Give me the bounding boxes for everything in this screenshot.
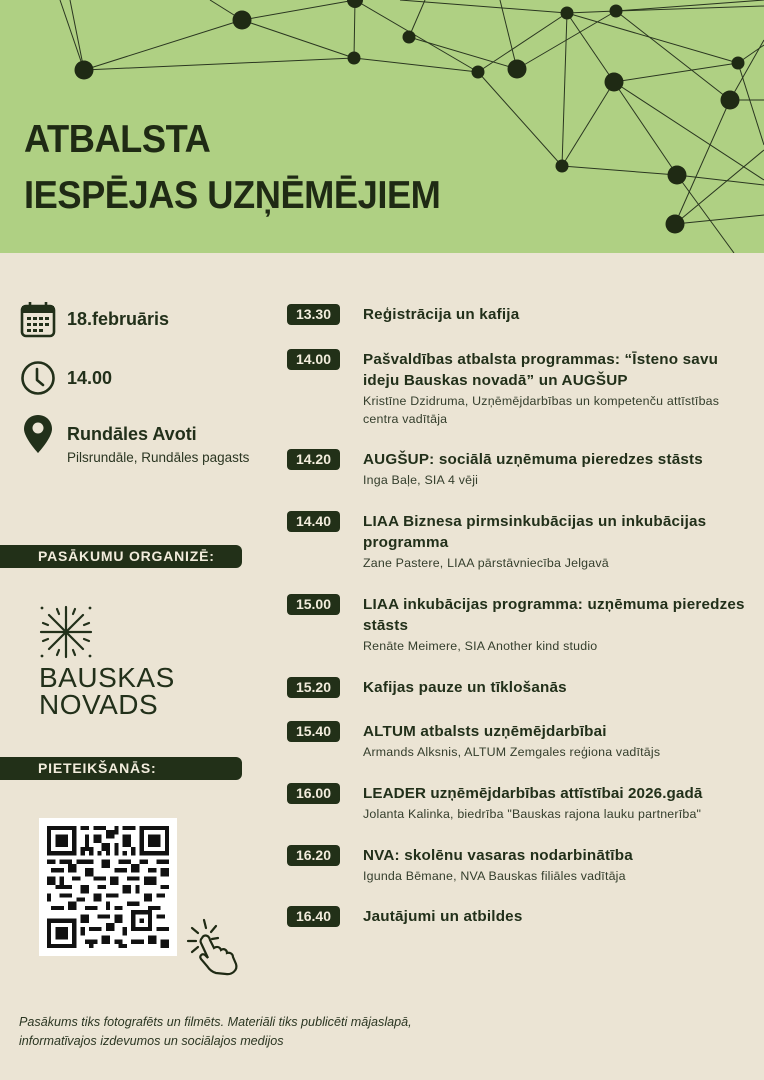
logo-line-1: BAUSKAS <box>39 662 175 693</box>
event-location-address: Pilsrundāle, Rundāles pagasts <box>67 450 250 465</box>
speaker-text: Armands Alksnis, ALTUM Zemgales reģiona vadītājs <box>363 745 661 759</box>
bauskas-novads-logo-icon <box>38 604 94 665</box>
logo-line-2: NOVADS <box>39 689 159 720</box>
event-date-text: 18.februāris <box>67 308 170 329</box>
schedule-item-title <box>363 349 758 428</box>
event-location-name: Rundāles Avoti <box>67 423 197 444</box>
time-badge: 16.20 <box>287 845 340 866</box>
speaker-text: Kristīne Dzidruma, Uzņēmējdarbības un kompetenču attīstības centra vadītāja <box>363 394 720 426</box>
event-location <box>18 414 197 454</box>
item-title-text: Reģistrācija un kafija <box>363 306 520 323</box>
time-badge: 15.40 <box>287 721 340 742</box>
organizer-label: PASĀKUMU ORGANIZĒ: <box>0 545 242 568</box>
item-title-text: AUGŠUP: sociālā uzņēmuma pieredzes stāsts <box>363 451 703 468</box>
map-pin-icon <box>18 414 58 454</box>
event-time <box>18 358 112 398</box>
schedule-item-title <box>363 594 758 655</box>
speaker-text: Inga Baļe, SIA 4 vēji <box>363 473 479 487</box>
schedule-item-title <box>363 449 758 489</box>
time-badge: 16.40 <box>287 906 340 927</box>
item-title-text: Jautājumi un atbildes <box>363 908 523 925</box>
item-title-text: NVA: skolēnu vasaras nodarbinātība <box>363 847 633 864</box>
item-title-text: Pašvaldības atbalsta programmas: “Īsteno savu ideju Bauskas novadā” un AUGŠUP <box>363 351 719 389</box>
item-title-text: LEADER uzņēmējdarbības attīstībai 2026.gadā <box>363 785 703 802</box>
schedule-item-title <box>363 783 758 823</box>
title-line-1: ATBALSTA <box>24 118 211 161</box>
item-title-text: Kafijas pauze un tīklošanās <box>363 679 567 696</box>
speaker-text: Igunda Bēmane, NVA Bauskas filiāles vadītāja <box>363 869 626 883</box>
speaker-text: Zane Pastere, LIAA pārstāvniecība Jelgavā <box>363 556 609 570</box>
time-badge: 15.20 <box>287 677 340 698</box>
schedule-item-title <box>363 906 758 927</box>
speaker-text: Renāte Meimere, SIA Another kind studio <box>363 639 598 653</box>
header-banner <box>0 0 764 253</box>
time-badge: 13.30 <box>287 304 340 325</box>
time-badge: 16.00 <box>287 783 340 804</box>
clock-icon <box>18 358 58 398</box>
time-badge: 14.20 <box>287 449 340 470</box>
schedule-item-title <box>363 304 758 325</box>
item-title-text: LIAA inkubācijas programma: uzņēmuma pieredzes stāsts <box>363 596 745 634</box>
registration-label: PIETEIKŠANĀS: <box>0 757 242 780</box>
page-title <box>24 112 440 224</box>
calendar-icon <box>18 299 58 339</box>
qr-code[interactable] <box>39 818 177 956</box>
item-title-text: LIAA Biznesa pirmsinkubācijas un inkubācijas programma <box>363 513 707 551</box>
time-badge: 14.40 <box>287 511 340 532</box>
schedule-item-title <box>363 845 758 885</box>
speaker-text: Jolanta Kalinka, biedrība "Bauskas rajona lauku partnerība" <box>363 807 702 821</box>
time-badge: 15.00 <box>287 594 340 615</box>
event-date <box>18 299 169 339</box>
schedule-item-title <box>363 511 758 572</box>
schedule-item-title <box>363 721 758 761</box>
item-title-text: ALTUM atbalsts uzņēmējdarbībai <box>363 723 607 740</box>
organizer-logo-text <box>39 664 175 718</box>
title-line-2: IESPĒJAS UZŅĒMĒJIEM <box>24 174 441 217</box>
click-hand-icon <box>186 918 246 981</box>
time-badge: 14.00 <box>287 349 340 370</box>
event-time-text: 14.00 <box>67 367 113 388</box>
footer-note: Pasākums tiks fotografēts un filmēts. Materiāli tiks publicēti mājaslapā, informatīvajos izdevumos un sociālajos medijos <box>19 1015 412 1048</box>
schedule-item-title <box>363 677 758 698</box>
